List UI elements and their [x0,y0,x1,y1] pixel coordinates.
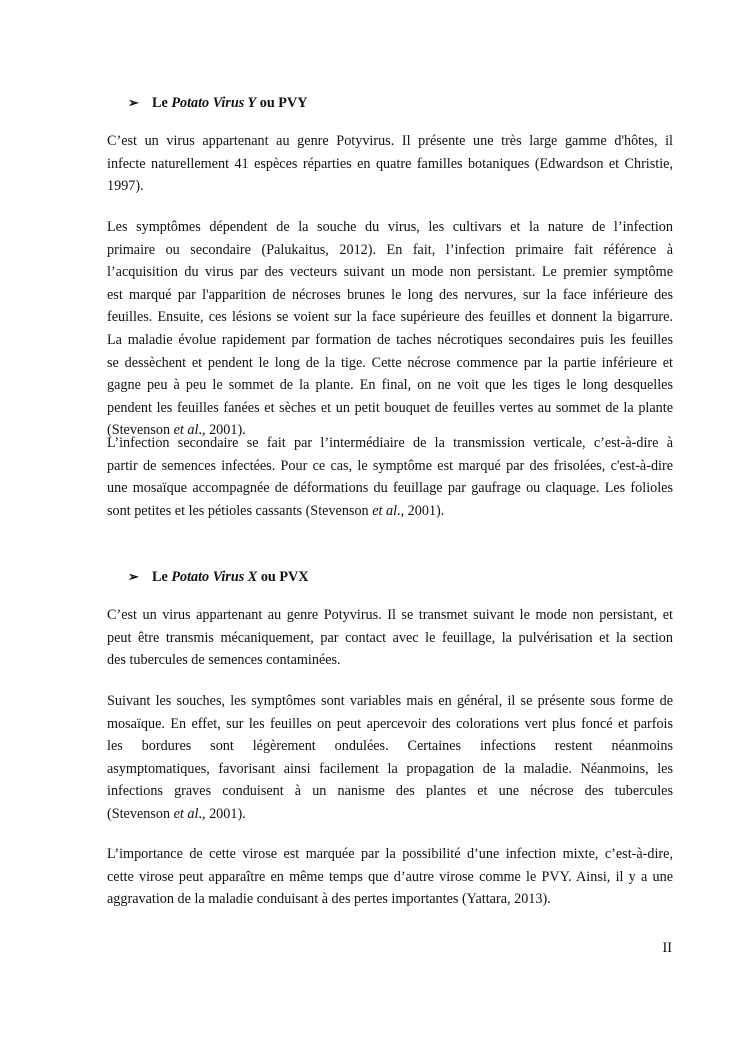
paragraph-pvx-symptoms: Suivant les souches, les symptômes sont variables mais en général, il se présente sous forme de mosaïque. En effet, sur les feuilles on peut apercevoir des colorations vert plus foncé et parfois les bordures sont légèrement ondulées. Certaines infections restent néanmoins asymptomatiques, favorisant ainsi facilement la propagation de la maladie. Néanmoins, les infections graves conduisent à un nanisme des plantes et une nécrose des tubercules (Stevenson et al., 2001). [107,690,673,826]
paragraph-pvy-secondary: L’infection secondaire se fait par l’intermédiaire de la transmission verticale, c’est-à-dire à partir de semences infectées. Pour ce cas, le symptôme est marqué par des frisolées, c'est-à-dire une mosaïque accompagnée de déformations du feuillage par gaufrage ou claquage. Les folioles sont petites et les pétioles cassants (Stevenson et al., 2001). [107,432,673,522]
citation: (Stevenson et al., 2001). [107,805,246,822]
bullet-arrow-icon: ➢ [128,95,139,110]
bullet-arrow-icon: ➢ [128,569,139,584]
paragraph-pvx-importance: L’importance de cette virose est marquée par la possibilité d’une infection mixte, c’est-à-dire, cette virose peut apparaître en même temps que d’autre virose comme le PVY. Ainsi, il y a une aggravation de la maladie conduisant à des pertes importantes (Yattara, 2013). [107,846,673,908]
paragraph-pvy-intro: C’est un virus appartenant au genre Potyvirus. Il présente une très large gamme d'hôtes, il infecte naturellement 41 espèces réparties en quatre familles botaniques (Edwardson et Christie, 1997). [107,133,673,195]
paragraph-pvx-intro: C’est un virus appartenant au genre Potyvirus. Il se transmet suivant le mode non persistant, et peut être transmis mécaniquement, par contact avec le feuillage, la pulvérisation et la section des tubercules de semences contaminées. [107,607,673,669]
section-heading-text: Le Potato Virus X ou PVX [152,569,309,585]
paragraph-pvy-symptoms: Les symptômes dépendent de la souche du virus, les cultivars et la nature de l’infection primaire ou secondaire (Palukaitus, 2012). En fait, l’infection primaire fait référence à l’acquisition du virus par des vecteurs suivant un mode non persistant. Le premier symptôme est marqué par l'apparition de nécroses brunes le long des nervures, sur la face inférieure des feuilles. Ensuite, ces lésions se voient sur la face supérieure des feuilles et donnent la bigarrure. La maladie évolue rapidement par formation de taches nécrotiques secondaires puis les feuilles se dessèchent et pendent le long de la tige. Cette nécrose commence par la partie inférieure et gagne peu à peu le sommet de la plante. En final, on ne voit que les tiges le long desquelles pendent les feuilles fanées et sèches et un petit bouquet de feuilles vertes au sommet de la plante (Stevenson et al., 2001). [107,216,673,442]
citation: (Stevenson et al., 2001). [107,422,246,439]
section-heading-text: Le Potato Virus Y ou PVY [152,95,308,111]
citation: sont petites et les pétioles cassants (Stevenson et al., 2001). [107,502,445,519]
page-number: II [662,940,672,956]
